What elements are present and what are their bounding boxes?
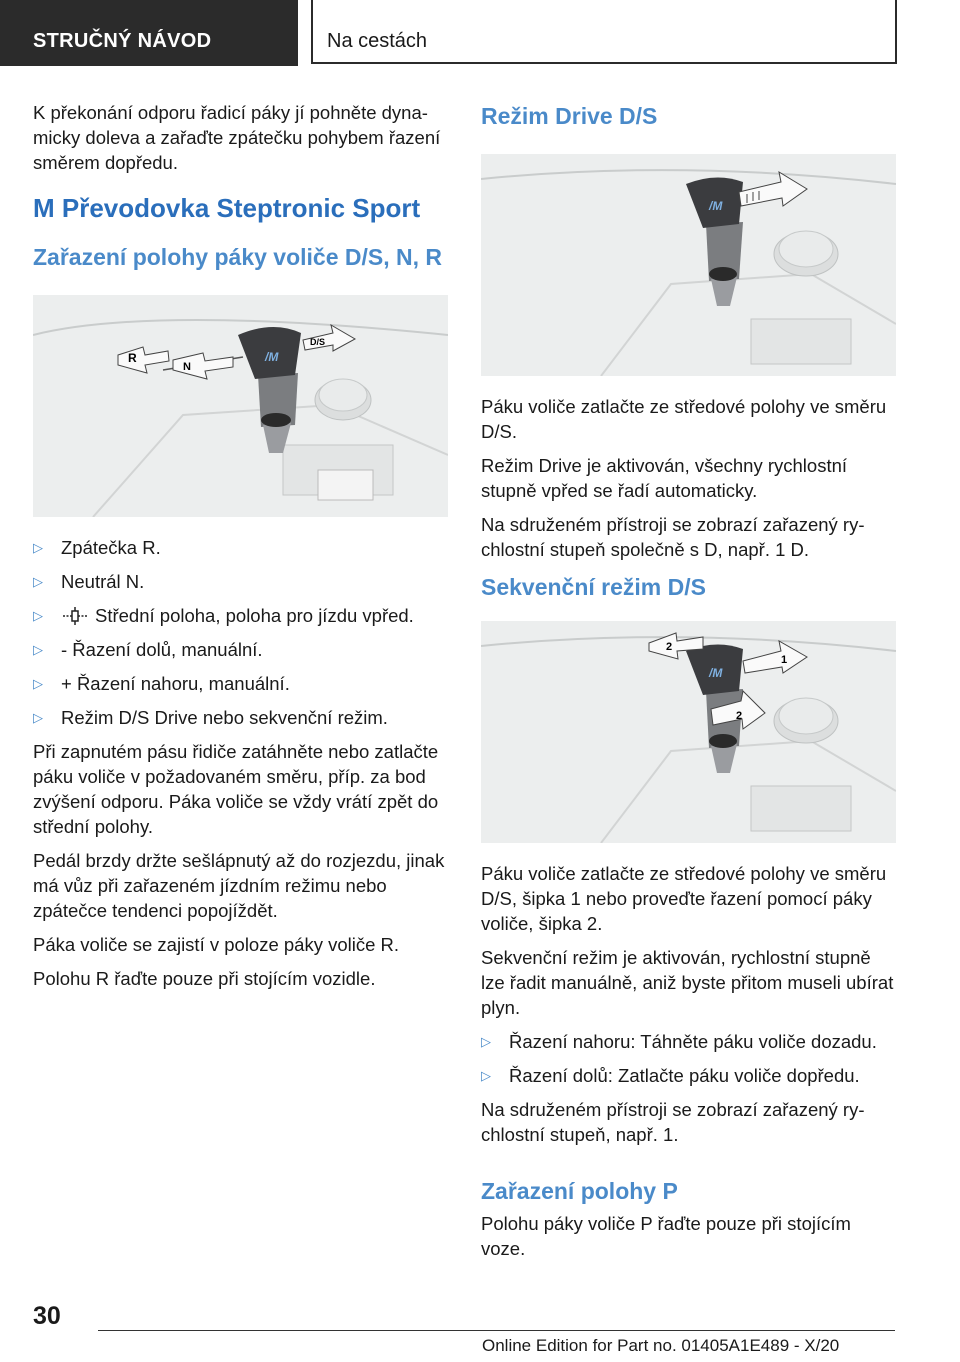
list-item: ▷ Režim D/S Drive nebo sekvenční režim. xyxy=(33,707,388,728)
triangle-bullet-icon: ▷ xyxy=(33,608,43,623)
body-paragraph: Polohu R řaďte pouze při stojícím vozidle. xyxy=(33,968,376,989)
page-header xyxy=(0,0,960,66)
section-tab-label: STRUČNÝ NÁVOD xyxy=(33,30,212,52)
triangle-bullet-icon: ▷ xyxy=(33,642,43,657)
body-paragraph: Páku voliče zatlačte ze středové polohy ve směru D/S. xyxy=(481,396,887,442)
figure-label-two-top: 2 xyxy=(666,641,673,653)
subsection-heading: Zařazení polohy páky voliče D/S, N, R xyxy=(33,244,443,270)
body-paragraph: Na sdruženém přístroji se zobrazí zařazený rychlostní stupeň, např. 1. xyxy=(481,1099,865,1145)
sequential-shift-list xyxy=(481,1029,896,1088)
body-paragraph: Na sdruženém přístroji se zobrazí zařazený rychlostní stupeň společně s D, např. 1 D. xyxy=(481,514,865,560)
drive-mode-heading: Režim Drive D/S xyxy=(481,103,658,129)
list-item: ▷ Řazení nahoru: Táhněte páku voliče dozadu. xyxy=(481,1031,877,1052)
list-item: ▷ Neutrál N. xyxy=(33,571,145,592)
footer-edition: Online Edition for Part no. 01405A1E489 - X/20 xyxy=(482,1336,840,1355)
svg-text:/M: /M xyxy=(265,350,279,364)
figure-label-r: R xyxy=(128,351,137,365)
selector-position-list xyxy=(33,535,448,730)
sequential-mode-heading: Sekvenční režim D/S xyxy=(481,574,706,600)
shifter-figure-drive xyxy=(481,154,896,376)
page-number: 30 xyxy=(33,1302,61,1330)
list-item: ▷ + Řazení nahoru, manuální. xyxy=(33,673,290,694)
body-paragraph: Páka voliče se zajistí v poloze páky voliče R. xyxy=(33,934,400,955)
list-item: ▷ Zpátečka R. xyxy=(33,537,161,558)
section-tab xyxy=(0,0,298,66)
body-paragraph: Pedál brzdy držte sešlápnutý až do rozjezdu, jinak má vůz při zařazeném jízdním režimu nebo zpátečce tendenci popojíždět. xyxy=(33,850,445,921)
body-paragraph: Polohu páky voliče P řaďte pouze při stojícím voze. xyxy=(481,1213,851,1259)
right-column xyxy=(481,100,896,1270)
figure-label-n: N xyxy=(183,361,191,373)
park-heading: Zařazení polohy P xyxy=(481,1178,678,1204)
list-item: ▷ Střední poloha, poloha pro jízdu vpřed. xyxy=(33,605,414,626)
figure-label-ds: D/S xyxy=(310,337,326,347)
body-paragraph: Při zapnutém pásu řidiče zatáhněte nebo zatlačte páku voliče v požadovaném směru, příp. za bod zvýšení odporu. Páka voliče se vždy vrátí zpět do střední polohy. xyxy=(33,741,439,837)
body-paragraph: Sekvenční režim je aktivován, rychlostní stupně lze řadit manuálně, aniž byste přitom museli ubírat plyn. xyxy=(481,947,894,1018)
chapter-tab-label: Na cestách xyxy=(327,30,428,52)
list-item: ▷ - Řazení dolů, manuální. xyxy=(33,639,263,660)
triangle-bullet-icon: ▷ xyxy=(481,1034,491,1049)
body-paragraph: Páku voliče zatlačte ze středové polohy ve směru D/S, šipka 1 nebo proveďte řazení pomocí páky voliče, šipka 2. xyxy=(481,863,887,934)
triangle-bullet-icon: ▷ xyxy=(481,1068,491,1083)
triangle-bullet-icon: ▷ xyxy=(33,540,43,555)
section-heading: M Převodovka Steptronic Sport xyxy=(33,193,421,223)
left-column xyxy=(33,100,448,1000)
chapter-tab xyxy=(311,0,897,64)
center-position-icon xyxy=(61,607,89,625)
svg-text:/M: /M xyxy=(709,199,723,213)
footer-divider xyxy=(98,1330,895,1331)
list-item: ▷ Řazení dolů: Zatlačte páku voliče dopředu. xyxy=(481,1065,860,1086)
body-paragraph: Režim Drive je aktivován, všechny rychlostní stupně vpřed se řadí automaticky. xyxy=(481,455,848,501)
intro-paragraph: K překonání odporu řadicí páky jí pohněte dynamicky doleva a zařaďte zpátečku pohybem řazení směrem dopředu. xyxy=(33,102,441,173)
triangle-bullet-icon: ▷ xyxy=(33,676,43,691)
triangle-bullet-icon: ▷ xyxy=(33,710,43,725)
figure-label-one: 1 xyxy=(781,654,788,666)
shifter-figure-dsnr xyxy=(33,295,448,517)
triangle-bullet-icon: ▷ xyxy=(33,574,43,589)
svg-text:/M: /M xyxy=(709,666,723,680)
figure-label-two-bottom: 2 xyxy=(736,710,743,722)
shifter-figure-sequential xyxy=(481,621,896,843)
